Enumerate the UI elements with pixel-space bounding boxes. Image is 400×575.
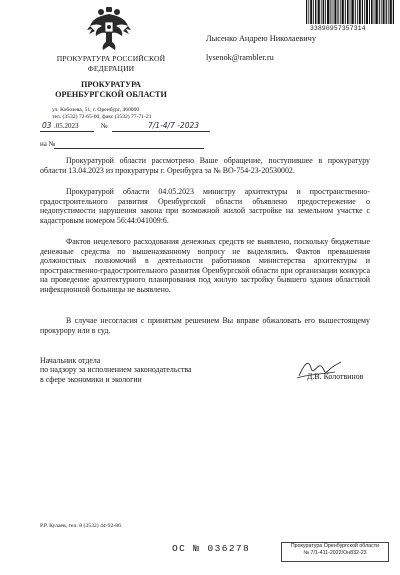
reference-label: на №	[40, 140, 56, 148]
org-name-line1: ПРОКУРАТУРА	[81, 80, 141, 89]
signatory-title-line3: в сфере экономики и экологии	[40, 374, 142, 384]
date-field	[40, 122, 94, 132]
body-paragraph-2: Прокуратурой области 04.05.2023 министру архитектуры и пространственно-градостроительного развития Оренбургской области объявлено предостережение о недопустимости нарушения закона при возможной жилой застройке на земельном участке с кадастровым номером 56:44:041009:6.	[40, 187, 370, 225]
emblem-icon	[87, 6, 131, 52]
address-line1: ул. Кобозева, 51, г. Оренбург, 460000	[52, 107, 140, 113]
serial-number	[172, 543, 250, 554]
executor-info: Р.Р. Кулаев, тел. 8 (3532) 44-92-86	[40, 523, 121, 529]
org-name-line2: ОРЕНБУРГСКОЙ ОБЛАСТИ	[55, 90, 167, 99]
recipient-name: Лысенко Андрею Николаевичу	[206, 34, 316, 43]
stamp-line1: Прокуратура Оренбургской области	[290, 543, 380, 549]
serial-value: 036278	[207, 543, 251, 554]
signatory-title-line2: по надзору за исполнением законодательства	[40, 365, 192, 375]
date-underline	[40, 131, 94, 132]
org-parent-line2: ФЕДЕРАЦИИ	[87, 64, 135, 73]
signatory-name: Д.В. Колотвинов	[307, 372, 364, 381]
number-underline	[112, 131, 210, 132]
barcode-number: 33890957357314	[310, 25, 366, 32]
reference-underline	[54, 148, 204, 149]
signatory-title-line1: Начальник отдела	[40, 356, 101, 365]
recipient-email: lysenok@rambler.ru	[206, 53, 274, 62]
org-parent	[26, 54, 196, 74]
org-parent-line1: ПРОКУРАТУРА РОССИЙСКОЙ	[56, 54, 166, 63]
body-paragraph-3: Фактов нецелевого расходования денежных средств не выявлено, поскольку бюджетные денежные средства по вышеназванному вопросу не выделялись. Фактов превышения должностных полномочий в деятельности работников министерства архитектуры и пространственно-градостроительного развития Оренбургской области при организации конкурса на проведение архитектурного планирования под жилую застройку бывшего здания областной инфекционной больницы не выявлено.	[40, 237, 370, 294]
address-line2: тел. (3532) 72-65-00, факс (3532) 77-71-21	[52, 114, 152, 120]
number-field	[112, 122, 210, 132]
date-handwritten: 03	[42, 121, 52, 130]
number-label: №	[101, 122, 108, 130]
body-paragraph-4: В случае несогласия с принятым решением Вы вправе обжаловать его вышестоящему прокурору или в суд.	[40, 316, 370, 335]
serial-prefix: ОС №	[172, 543, 201, 554]
body-paragraph-1: Прокуратурой области рассмотрено Ваше обращение, поступившее в прокуратуру области 13.04.2023 из прокуратуры г. Оренбурга за № ВО-754-23-20530002.	[40, 156, 370, 175]
org-address	[52, 107, 202, 121]
date-printed: .05.2023	[54, 122, 79, 130]
stamp-line2: № 7/1-411-2022/Он832-23	[303, 550, 367, 556]
org-name	[26, 80, 196, 100]
registration-stamp	[281, 542, 389, 562]
signatory-title	[40, 356, 192, 384]
number-handwritten: 7/1-4/7 -2023	[148, 121, 200, 130]
